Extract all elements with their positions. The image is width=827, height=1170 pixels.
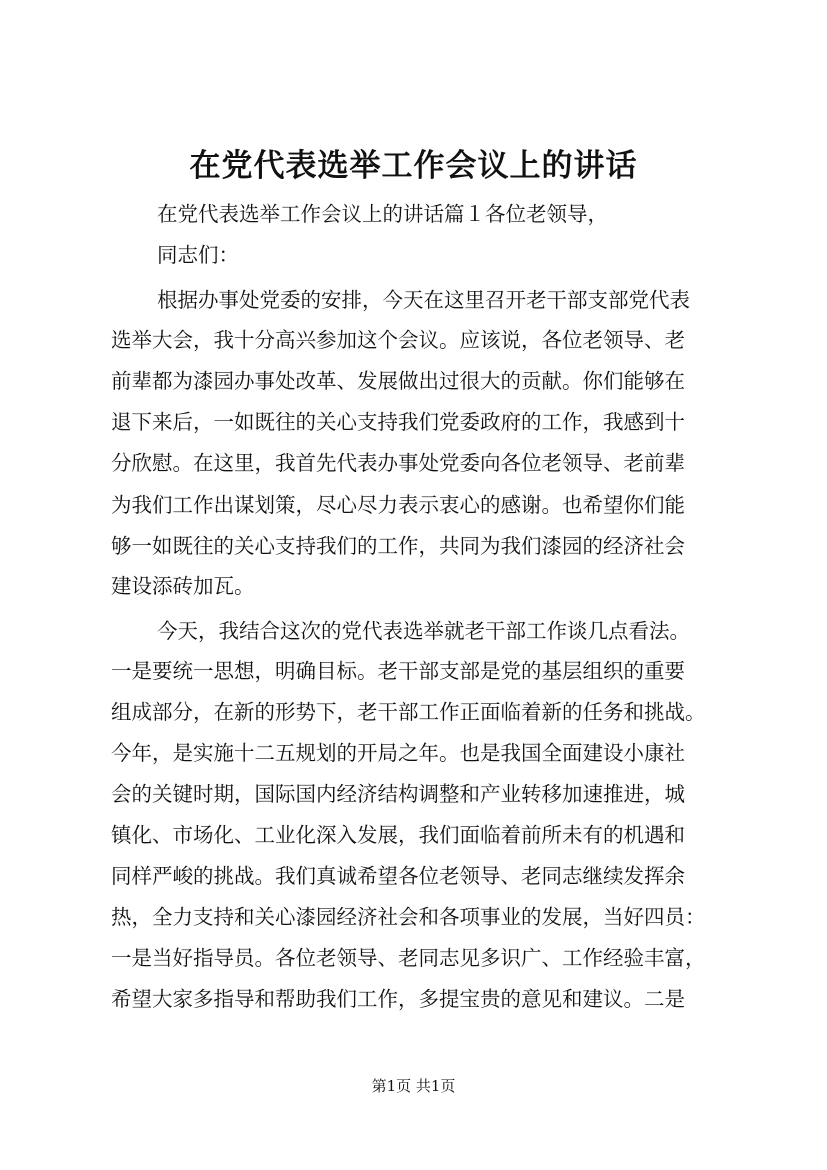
body-line: 一是当好指导员。各位老领导、老同志见多识广、工作经验丰富，: [111, 946, 706, 970]
body-line: 同志们：: [157, 243, 239, 267]
body-line: 够一如既往的关心支持我们的工作，共同为我们漆园的经济社会: [111, 534, 685, 558]
body-line: 希望大家多指导和帮助我们工作，多提宝贵的意见和建议。二是: [111, 987, 685, 1011]
body-line: 今年，是实施十二五规划的开局之年。也是我国全面建设小康社: [111, 741, 685, 765]
body-line: 会的关键时期，国际国内经济结构调整和产业转移加速推进，城: [111, 782, 685, 806]
body-line: 组成部分，在新的形势下，老干部工作正面临着新的任务和挑战。: [111, 700, 706, 724]
body-line: 在党代表选举工作会议上的讲话篇１各位老领导，: [157, 202, 608, 226]
body-line: 一是要统一思想，明确目标。老干部支部是党的基层组织的重要: [111, 659, 685, 683]
body-line: 同样严峻的挑战。我们真诚希望各位老领导、老同志继续发挥余: [111, 864, 685, 888]
body-line: 前辈都为漆园办事处改革、发展做出过很大的贡献。你们能够在: [111, 369, 685, 393]
body-line: 镇化、市场化、工业化深入发展，我们面临着前所未有的机遇和: [111, 823, 685, 847]
body-line: 根据办事处党委的安排，今天在这里召开老干部支部党代表: [157, 288, 690, 312]
document-title: 在党代表选举工作会议上的讲话: [189, 148, 638, 184]
body-line: 为我们工作出谋划策，尽心尽力表示衷心的感谢。也希望你们能: [111, 493, 685, 517]
body-line: 选举大会，我十分高兴参加这个会议。应该说，各位老领导、老: [111, 328, 685, 352]
body-line: 分欣慰。在这里，我首先代表办事处党委向各位老领导、老前辈: [111, 451, 685, 475]
body-line: 今天，我结合这次的党代表选举就老干部工作谈几点看法。: [157, 619, 690, 643]
body-line: 建设添砖加瓦。: [111, 574, 255, 598]
body-line: 退下来后，一如既往的关心支持我们党委政府的工作，我感到十: [111, 410, 685, 434]
body-line: 热，全力支持和关心漆园经济社会和各项事业的发展，当好四员：: [111, 905, 706, 929]
page-footer: 第1页 共1页: [371, 1077, 456, 1095]
